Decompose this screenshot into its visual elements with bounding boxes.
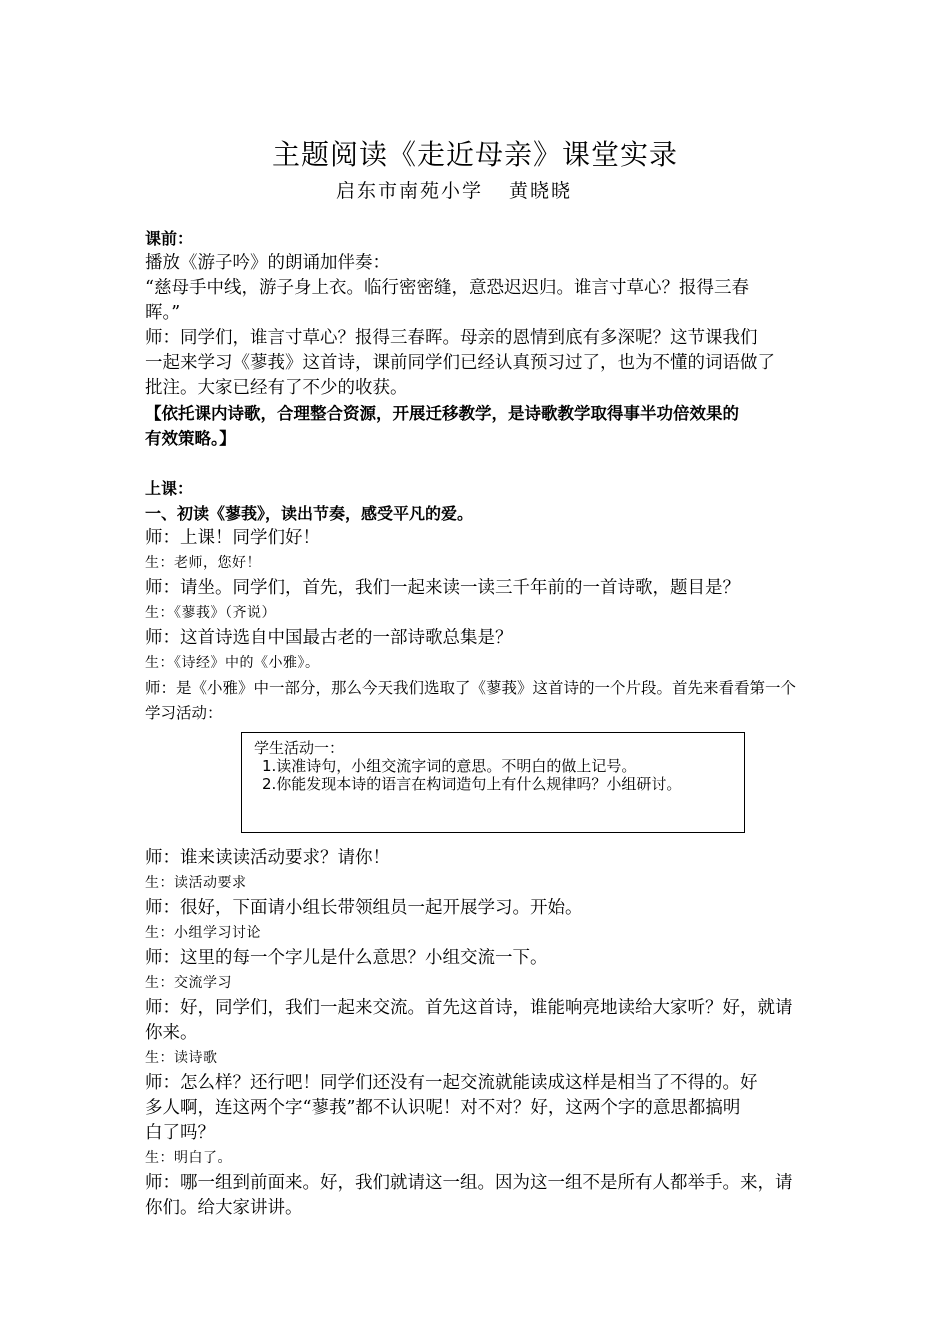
section-heading: 一、初读《蓼莪》，读出节奏，感受平凡的爱。 [145,504,474,523]
student-line: 生：明白了。 [145,1150,232,1166]
teacher-line: 师：这里的每一个字儿是什么意思？小组交流一下。 [145,948,548,968]
teacher-line: 师：是《小雅》中一部分，那么今天我们选取了《蓼莪》这首诗的一个片段。首先来看看第一个 [145,679,797,697]
activity-item: 2.你能发现本诗的语言在构词造句上有什么规律吗？小组研讨。 [262,775,682,793]
paragraph-line: 师：同学们，谁言寸草心？报得三春晖。母亲的恩情到底有多深呢？这节课我们 [145,328,758,348]
teacher-line: 你们。给大家讲讲。 [145,1198,303,1218]
student-line: 生：《蓼莪》（齐说） [145,605,276,621]
activity-item: 1.读准诗句，小组交流字词的意思。不明白的做上记号。 [262,757,637,775]
teacher-line: 师：请坐。同学们，首先，我们一起来读一读三千年前的一首诗歌，题目是？ [145,578,740,598]
author-name: 黄晓晓 [509,180,573,202]
student-line: 生：《诗经》中的《小雅》。 [145,655,320,671]
author-school: 启东市南苑小学 [336,180,484,202]
teacher-line: 师：谁来读读活动要求？请你！ [145,848,390,868]
teacher-line: 白了吗？ [145,1123,215,1143]
student-line: 生：小组学习讨论 [145,925,261,941]
teacher-line: 师：这首诗选自中国最古老的一部诗歌总集是？ [145,628,513,648]
teacher-line: 师：很好，下面请小组长带领组员一起开展学习。开始。 [145,898,583,918]
student-line: 生：老师，您好！ [145,555,261,571]
teacher-line: 你来。 [145,1023,198,1043]
teaching-note: 有效策略。】 [145,429,236,448]
teacher-line: 学习活动： [145,704,223,722]
teacher-line: 多人啊，连这两个字“蓼莪”都不认识呢！对不对？好，这两个字的意思都搞明 [145,1098,741,1118]
pre-class-heading: 课前： [145,229,194,248]
student-line: 生：读活动要求 [145,875,247,891]
teaching-note: 【依托课内诗歌，合理整合资源，开展迁移教学，是诗歌教学取得事半功倍效果的 [145,404,739,423]
activity-title: 学生活动一： [254,739,345,757]
document-title: 主题阅读《走近母亲》课堂实录 [271,138,678,171]
document-body-continued [145,846,810,1221]
spacer [145,451,810,476]
teacher-line: 师：哪一组到前面来。好，我们就请这一组。因为这一组不是所有人都举手。来，请 [145,1173,793,1193]
activity-box [241,732,745,833]
teacher-line: 师：好，同学们，我们一起来交流。首先这首诗，谁能响亮地读给大家听？好，就请 [145,998,793,1018]
paragraph-line: 播放《游子吟》的朗诵加伴奏： [145,253,390,273]
teacher-line: 师：上课！同学们好！ [145,528,320,548]
student-line: 生：交流学习 [145,975,232,991]
paragraph-line: 批注。大家已经有了不少的收获。 [145,378,408,398]
teacher-line: 师：怎么样？还行吧！同学们还没有一起交流就能读成这样是相当了不得的。好 [145,1073,758,1093]
paragraph-line: “慈母手中线，游子身上衣。临行密密缝，意恐迟迟归。谁言寸草心？报得三春 [145,278,749,298]
paragraph-line: 晖。” [145,303,181,323]
paragraph-line: 一起来学习《蓼莪》这首诗，课前同学们已经认真预习过了，也为不懂的词语做了 [145,353,775,373]
in-class-heading: 上课： [145,479,194,498]
document-body [145,226,810,726]
student-line: 生：读诗歌 [145,1050,218,1066]
author-line [336,176,572,203]
